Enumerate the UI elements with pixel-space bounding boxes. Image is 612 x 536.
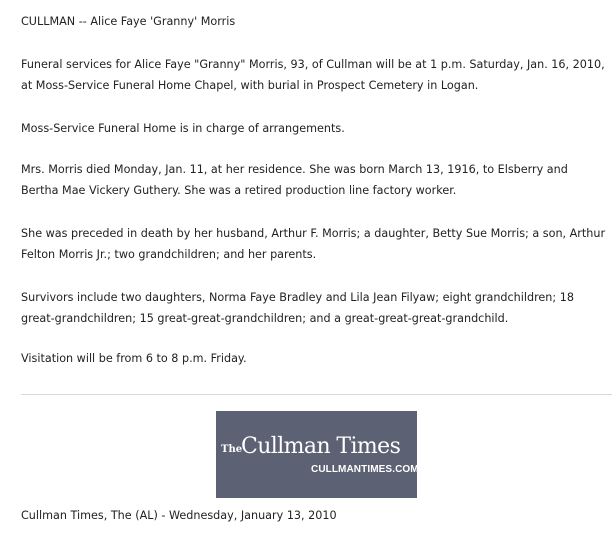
logo-url-text: CULLMANTIMES.COM xyxy=(311,464,419,475)
divider xyxy=(21,394,612,395)
paragraph-visitation: Visitation will be from 6 to 8 p.m. Friday. xyxy=(21,352,247,365)
logo-name-text: Cullman Times xyxy=(241,434,401,459)
cullman-times-logo xyxy=(216,411,417,498)
paragraph-preceded: She was preceded in death by her husband, Arthur F. Morris; a daughter, Betty Sue Morris; a son, Arthur Felton Morris Jr.; two grandchildren; and her parents. xyxy=(21,227,606,261)
paragraph-survivors: Survivors include two daughters, Norma Faye Bradley and Lila Jean Filyaw; eight grandchildren; 18 great-grandchildren; 15 great-great-grandchildren; and a great-great-great-grandchild. xyxy=(21,291,574,325)
article-headline: CULLMAN -- Alice Faye 'Granny' Morris xyxy=(21,15,236,28)
logo-the-text: The xyxy=(221,444,243,455)
paragraph-arrangements: Moss-Service Funeral Home is in charge of arrangements. xyxy=(21,122,345,135)
source-line: Cullman Times, The (AL) - Wednesday, January 13, 2010 xyxy=(21,509,337,522)
paragraph-funeral-services: Funeral services for Alice Faye "Granny" Morris, 93, of Cullman will be at 1 p.m. Saturday, Jan. 16, 2010, at Moss-Service Funeral Home Chapel, with burial in Prospect Cemetery in Logan. xyxy=(21,58,605,92)
paragraph-death-birth: Mrs. Morris died Monday, Jan. 11, at her residence. She was born March 13, 1916, to Elsberry and Bertha Mae Vickery Guthery. She was a retired production line factory worker. xyxy=(21,163,568,197)
